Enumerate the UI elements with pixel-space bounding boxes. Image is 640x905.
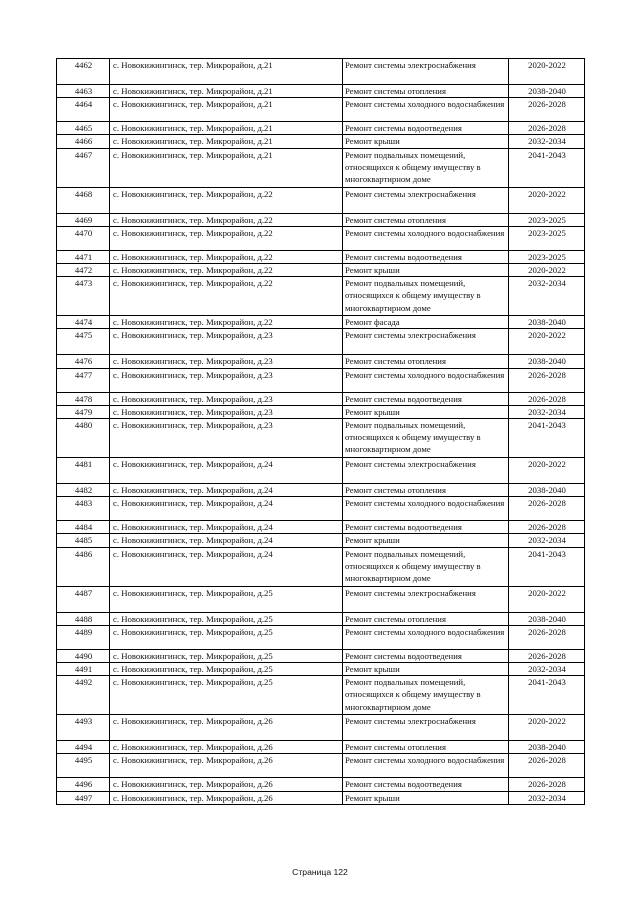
work-type-cell: Ремонт системы водоотведения (343, 778, 509, 791)
period-cell: 2032-2034 (509, 534, 585, 547)
row-number-cell: 4490 (57, 649, 110, 662)
period-cell: 2020-2022 (509, 264, 585, 277)
table-row (57, 458, 585, 484)
row-number-cell: 4479 (57, 405, 110, 418)
address-cell: с. Новокижингинск, тер. Микрорайон, д.26 (110, 715, 343, 741)
work-type-cell: Ремонт системы электроснабжения (343, 329, 509, 355)
row-number-cell: 4466 (57, 135, 110, 148)
address-cell: с. Новокижингинск, тер. Микрорайон, д.24 (110, 547, 343, 586)
address-cell: с. Новокижингинск, тер. Микрорайон, д.22 (110, 187, 343, 213)
address-cell: с. Новокижингинск, тер. Микрорайон, д.22 (110, 213, 343, 226)
period-cell: 2032-2034 (509, 277, 585, 316)
work-type-cell: Ремонт системы отопления (343, 484, 509, 497)
work-type-cell: Ремонт системы водоотведения (343, 122, 509, 135)
period-cell: 2032-2034 (509, 405, 585, 418)
table-row (57, 649, 585, 662)
address-cell: с. Новокижингинск, тер. Микрорайон, д.26 (110, 741, 343, 754)
table-row (57, 676, 585, 715)
work-type-cell: Ремонт крыши (343, 135, 509, 148)
table-row (57, 405, 585, 418)
work-type-cell: Ремонт подвальных помещений, относящихся к общему имуществу в многоквартирном доме (343, 676, 509, 715)
row-number-cell: 4469 (57, 213, 110, 226)
address-cell: с. Новокижингинск, тер. Микрорайон, д.25 (110, 663, 343, 676)
work-type-cell: Ремонт крыши (343, 791, 509, 804)
table-row (57, 715, 585, 741)
address-cell: с. Новокижингинск, тер. Микрорайон, д.25 (110, 586, 343, 612)
work-type-cell: Ремонт системы электроснабжения (343, 715, 509, 741)
period-cell: 2038-2040 (509, 612, 585, 625)
row-number-cell: 4464 (57, 98, 110, 122)
row-number-cell: 4489 (57, 625, 110, 649)
work-type-cell: Ремонт системы холодного водоснабжения (343, 754, 509, 778)
address-cell: с. Новокижингинск, тер. Микрорайон, д.22 (110, 277, 343, 316)
period-cell: 2020-2022 (509, 59, 585, 85)
table-row (57, 547, 585, 586)
table-row (57, 392, 585, 405)
row-number-cell: 4478 (57, 392, 110, 405)
table-row (57, 355, 585, 368)
work-type-cell: Ремонт системы электроснабжения (343, 187, 509, 213)
table-row (57, 98, 585, 122)
address-cell: с. Новокижингинск, тер. Микрорайон, д.25 (110, 625, 343, 649)
row-number-cell: 4472 (57, 264, 110, 277)
row-number-cell: 4470 (57, 226, 110, 250)
address-cell: с. Новокижингинск, тер. Микрорайон, д.21 (110, 135, 343, 148)
table-body (57, 59, 585, 805)
row-number-cell: 4462 (57, 59, 110, 85)
work-type-cell: Ремонт подвальных помещений, относящихся к общему имуществу в многоквартирном доме (343, 547, 509, 586)
address-cell: с. Новокижингинск, тер. Микрорайон, д.22 (110, 226, 343, 250)
table-row (57, 226, 585, 250)
page-number: Страница 122 (292, 867, 348, 877)
row-number-cell: 4487 (57, 586, 110, 612)
row-number-cell: 4480 (57, 419, 110, 458)
table-row (57, 791, 585, 804)
table-row (57, 741, 585, 754)
work-type-cell: Ремонт системы отопления (343, 85, 509, 98)
work-type-cell: Ремонт крыши (343, 663, 509, 676)
work-type-cell: Ремонт системы водоотведения (343, 649, 509, 662)
work-type-cell: Ремонт подвальных помещений, относящихся к общему имуществу в многоквартирном доме (343, 277, 509, 316)
row-number-cell: 4474 (57, 316, 110, 329)
row-number-cell: 4485 (57, 534, 110, 547)
address-cell: с. Новокижингинск, тер. Микрорайон, д.21 (110, 148, 343, 187)
work-type-cell: Ремонт системы водоотведения (343, 521, 509, 534)
table-row (57, 497, 585, 521)
work-type-cell: Ремонт системы холодного водоснабжения (343, 98, 509, 122)
period-cell: 2020-2022 (509, 715, 585, 741)
period-cell: 2038-2040 (509, 355, 585, 368)
period-cell: 2026-2028 (509, 521, 585, 534)
work-type-cell: Ремонт крыши (343, 534, 509, 547)
period-cell: 2038-2040 (509, 741, 585, 754)
table-row (57, 521, 585, 534)
row-number-cell: 4483 (57, 497, 110, 521)
period-cell: 2020-2022 (509, 458, 585, 484)
period-cell: 2026-2028 (509, 778, 585, 791)
period-cell: 2032-2034 (509, 791, 585, 804)
row-number-cell: 4476 (57, 355, 110, 368)
table-row (57, 148, 585, 187)
address-cell: с. Новокижингинск, тер. Микрорайон, д.25 (110, 676, 343, 715)
address-cell: с. Новокижингинск, тер. Микрорайон, д.24 (110, 497, 343, 521)
period-cell: 2032-2034 (509, 135, 585, 148)
work-type-cell: Ремонт подвальных помещений, относящихся к общему имуществу в многоквартирном доме (343, 148, 509, 187)
period-cell: 2026-2028 (509, 625, 585, 649)
period-cell: 2041-2043 (509, 547, 585, 586)
work-type-cell: Ремонт системы холодного водоснабжения (343, 368, 509, 392)
period-cell: 2023-2025 (509, 250, 585, 263)
row-number-cell: 4482 (57, 484, 110, 497)
table-row (57, 612, 585, 625)
address-cell: с. Новокижингинск, тер. Микрорайон, д.23 (110, 405, 343, 418)
row-number-cell: 4486 (57, 547, 110, 586)
period-cell: 2026-2028 (509, 754, 585, 778)
row-number-cell: 4493 (57, 715, 110, 741)
address-cell: с. Новокижингинск, тер. Микрорайон, д.24 (110, 458, 343, 484)
table-row (57, 59, 585, 85)
repair-schedule-table (56, 58, 585, 805)
table-row (57, 329, 585, 355)
table-row (57, 534, 585, 547)
work-type-cell: Ремонт системы холодного водоснабжения (343, 625, 509, 649)
table-row (57, 419, 585, 458)
address-cell: с. Новокижингинск, тер. Микрорайон, д.22 (110, 316, 343, 329)
work-type-cell: Ремонт системы водоотведения (343, 392, 509, 405)
table-row (57, 213, 585, 226)
row-number-cell: 4465 (57, 122, 110, 135)
address-cell: с. Новокижингинск, тер. Микрорайон, д.24 (110, 534, 343, 547)
row-number-cell: 4497 (57, 791, 110, 804)
address-cell: с. Новокижингинск, тер. Микрорайон, д.21 (110, 59, 343, 85)
period-cell: 2020-2022 (509, 187, 585, 213)
address-cell: с. Новокижингинск, тер. Микрорайон, д.26 (110, 778, 343, 791)
row-number-cell: 4463 (57, 85, 110, 98)
table-row (57, 754, 585, 778)
row-number-cell: 4468 (57, 187, 110, 213)
row-number-cell: 4484 (57, 521, 110, 534)
work-type-cell: Ремонт системы водоотведения (343, 250, 509, 263)
address-cell: с. Новокижингинск, тер. Микрорайон, д.23 (110, 368, 343, 392)
work-type-cell: Ремонт системы электроснабжения (343, 586, 509, 612)
table-row (57, 85, 585, 98)
row-number-cell: 4494 (57, 741, 110, 754)
address-cell: с. Новокижингинск, тер. Микрорайон, д.24 (110, 484, 343, 497)
row-number-cell: 4473 (57, 277, 110, 316)
table-row (57, 586, 585, 612)
row-number-cell: 4496 (57, 778, 110, 791)
period-cell: 2026-2028 (509, 497, 585, 521)
work-type-cell: Ремонт подвальных помещений, относящихся к общему имуществу в многоквартирном доме (343, 419, 509, 458)
address-cell: с. Новокижингинск, тер. Микрорайон, д.21 (110, 122, 343, 135)
period-cell: 2026-2028 (509, 368, 585, 392)
table-row (57, 250, 585, 263)
work-type-cell: Ремонт системы холодного водоснабжения (343, 226, 509, 250)
table-row (57, 778, 585, 791)
work-type-cell: Ремонт фасада (343, 316, 509, 329)
table-row (57, 187, 585, 213)
work-type-cell: Ремонт системы электроснабжения (343, 59, 509, 85)
table-row (57, 316, 585, 329)
row-number-cell: 4492 (57, 676, 110, 715)
table-row (57, 484, 585, 497)
address-cell: с. Новокижингинск, тер. Микрорайон, д.23 (110, 355, 343, 368)
row-number-cell: 4475 (57, 329, 110, 355)
period-cell: 2020-2022 (509, 586, 585, 612)
work-type-cell: Ремонт системы электроснабжения (343, 458, 509, 484)
table-row (57, 122, 585, 135)
period-cell: 2038-2040 (509, 85, 585, 98)
address-cell: с. Новокижингинск, тер. Микрорайон, д.25 (110, 649, 343, 662)
period-cell: 2032-2034 (509, 663, 585, 676)
address-cell: с. Новокижингинск, тер. Микрорайон, д.21 (110, 85, 343, 98)
period-cell: 2041-2043 (509, 419, 585, 458)
row-number-cell: 4491 (57, 663, 110, 676)
work-type-cell: Ремонт системы отопления (343, 612, 509, 625)
address-cell: с. Новокижингинск, тер. Микрорайон, д.25 (110, 612, 343, 625)
period-cell: 2041-2043 (509, 148, 585, 187)
period-cell: 2026-2028 (509, 392, 585, 405)
period-cell: 2038-2040 (509, 316, 585, 329)
row-number-cell: 4481 (57, 458, 110, 484)
row-number-cell: 4477 (57, 368, 110, 392)
period-cell: 2026-2028 (509, 649, 585, 662)
table-row (57, 277, 585, 316)
period-cell: 2038-2040 (509, 484, 585, 497)
work-type-cell: Ремонт системы холодного водоснабжения (343, 497, 509, 521)
address-cell: с. Новокижингинск, тер. Микрорайон, д.22 (110, 250, 343, 263)
address-cell: с. Новокижингинск, тер. Микрорайон, д.26 (110, 754, 343, 778)
work-type-cell: Ремонт крыши (343, 405, 509, 418)
period-cell: 2026-2028 (509, 98, 585, 122)
table-row (57, 663, 585, 676)
row-number-cell: 4467 (57, 148, 110, 187)
work-type-cell: Ремонт системы отопления (343, 741, 509, 754)
work-type-cell: Ремонт системы отопления (343, 213, 509, 226)
period-cell: 2026-2028 (509, 122, 585, 135)
work-type-cell: Ремонт крыши (343, 264, 509, 277)
address-cell: с. Новокижингинск, тер. Микрорайон, д.23 (110, 392, 343, 405)
period-cell: 2041-2043 (509, 676, 585, 715)
row-number-cell: 4495 (57, 754, 110, 778)
address-cell: с. Новокижингинск, тер. Микрорайон, д.21 (110, 98, 343, 122)
row-number-cell: 4488 (57, 612, 110, 625)
table-row (57, 625, 585, 649)
address-cell: с. Новокижингинск, тер. Микрорайон, д.26 (110, 791, 343, 804)
address-cell: с. Новокижингинск, тер. Микрорайон, д.23 (110, 329, 343, 355)
table-row (57, 264, 585, 277)
table-row (57, 135, 585, 148)
table-row (57, 368, 585, 392)
period-cell: 2023-2025 (509, 213, 585, 226)
work-type-cell: Ремонт системы отопления (343, 355, 509, 368)
address-cell: с. Новокижингинск, тер. Микрорайон, д.22 (110, 264, 343, 277)
address-cell: с. Новокижингинск, тер. Микрорайон, д.24 (110, 521, 343, 534)
period-cell: 2023-2025 (509, 226, 585, 250)
row-number-cell: 4471 (57, 250, 110, 263)
period-cell: 2020-2022 (509, 329, 585, 355)
address-cell: с. Новокижингинск, тер. Микрорайон, д.23 (110, 419, 343, 458)
